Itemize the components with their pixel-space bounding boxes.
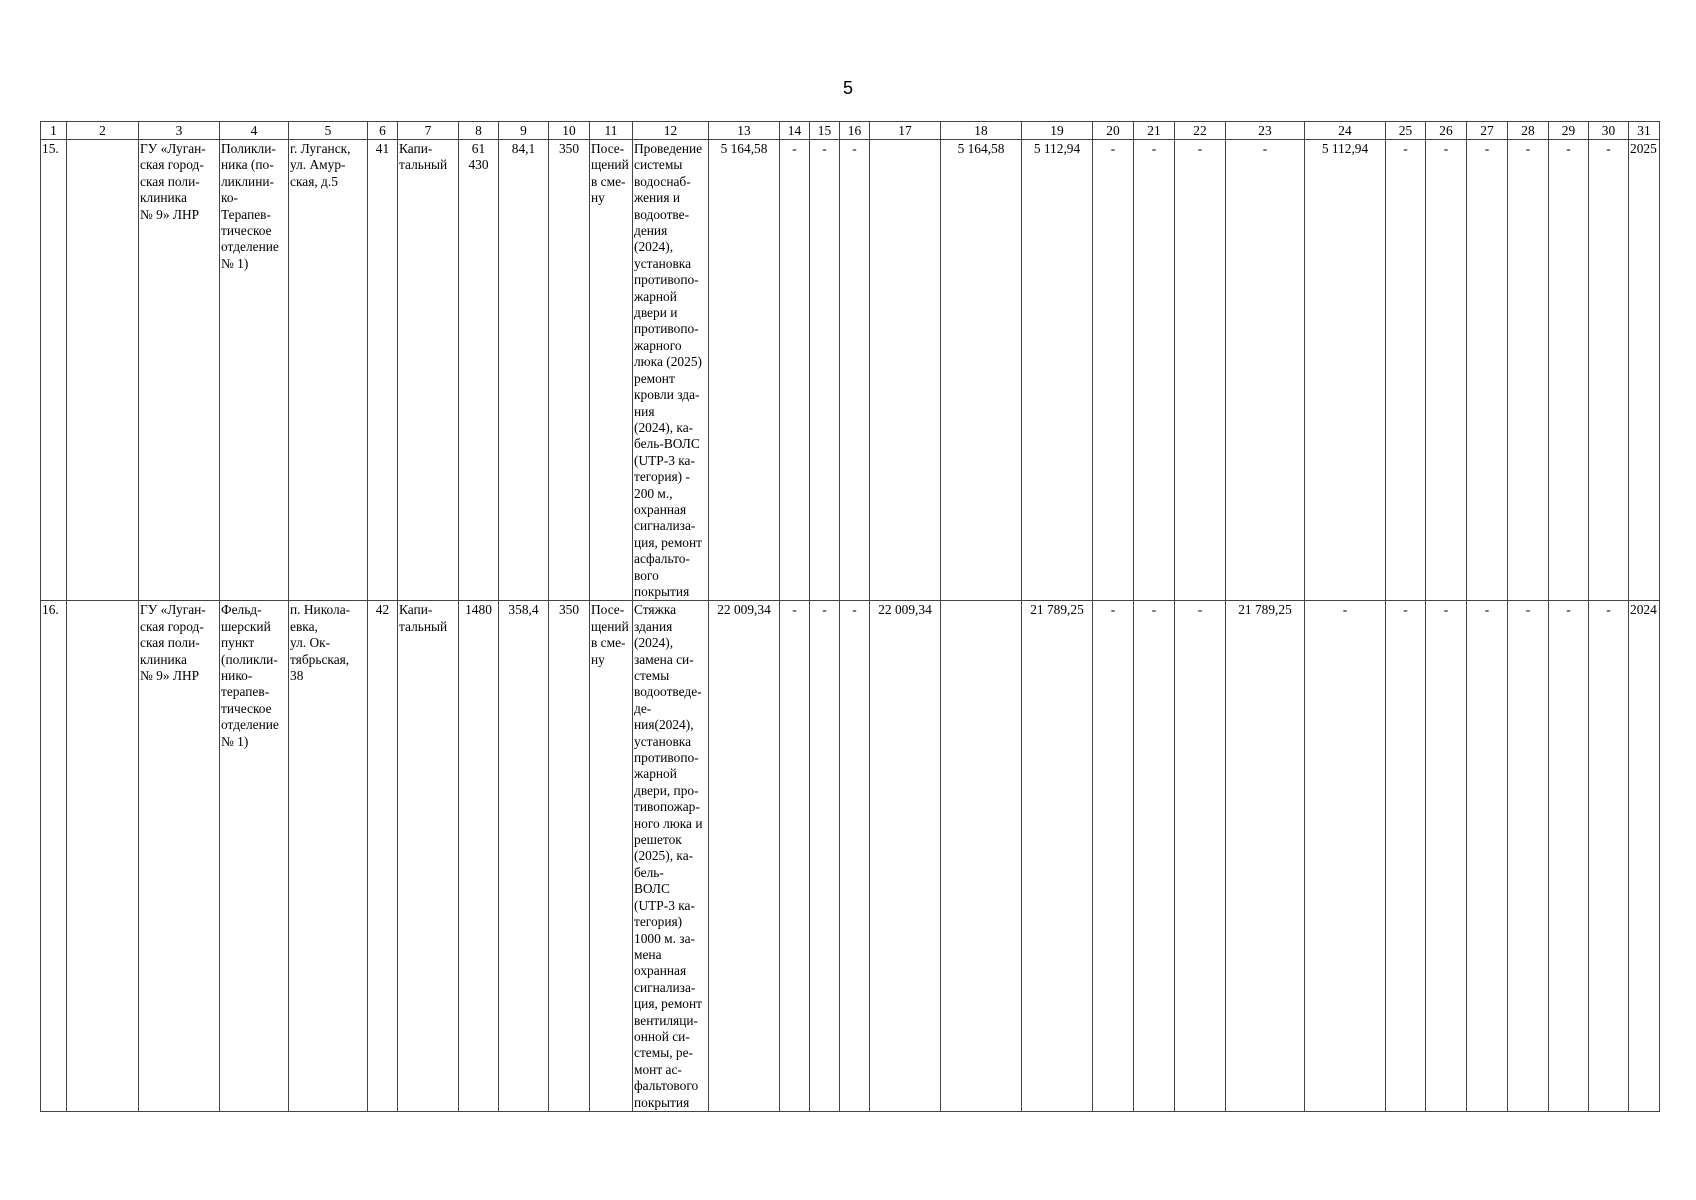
cell-col-12: Стяжка здания (2024), замена си- стемы водоотведе- де- ния(2024), установка противопо- жарной двери, про- тивопожар- ного люка и решеток (2025), ка- бель- ВОЛС (UTP-3 ка- тегория) 1000 м. за- мена охранная сигнализа- ция, ремонт вентиляци- онной си- стемы, ре- монт ас- фальтового покрытия bbox=[633, 601, 709, 1112]
cell-col-11: Посе- щений в сме- ну bbox=[590, 601, 633, 1112]
cell-col-16: - bbox=[840, 601, 870, 1112]
cell-col-7: Капи- тальный bbox=[398, 140, 459, 601]
column-header-5: 5 bbox=[289, 122, 368, 140]
column-header-27: 27 bbox=[1467, 122, 1508, 140]
cell-col-6: 42 bbox=[368, 601, 398, 1112]
column-header-20: 20 bbox=[1093, 122, 1134, 140]
cell-col-6: 41 bbox=[368, 140, 398, 601]
cell-col-21: - bbox=[1134, 601, 1175, 1112]
cell-col-8: 1480 bbox=[459, 601, 499, 1112]
column-header-17: 17 bbox=[870, 122, 941, 140]
cell-col-18 bbox=[941, 601, 1022, 1112]
cell-col-7: Капи- тальный bbox=[398, 601, 459, 1112]
cell-col-5: п. Никола- евка, ул. Ок- тябрьская, 38 bbox=[289, 601, 368, 1112]
cell-col-28: - bbox=[1508, 601, 1549, 1112]
column-header-19: 19 bbox=[1022, 122, 1093, 140]
cell-col-10: 350 bbox=[549, 601, 590, 1112]
column-header-8: 8 bbox=[459, 122, 499, 140]
cell-col-8: 61 430 bbox=[459, 140, 499, 601]
cell-col-17: 22 009,34 bbox=[870, 601, 941, 1112]
column-header-14: 14 bbox=[780, 122, 810, 140]
column-header-24: 24 bbox=[1305, 122, 1386, 140]
cell-col-20: - bbox=[1093, 140, 1134, 601]
cell-col-20: - bbox=[1093, 601, 1134, 1112]
cell-col-14: - bbox=[780, 601, 810, 1112]
table-row bbox=[41, 601, 1660, 1112]
cell-col-30: - bbox=[1589, 601, 1629, 1112]
cell-col-13: 5 164,58 bbox=[709, 140, 780, 601]
cell-col-13: 22 009,34 bbox=[709, 601, 780, 1112]
column-header-11: 11 bbox=[590, 122, 633, 140]
cell-col-12: Проведение системы водоснаб- жения и водоотве- дения (2024), установка противопо- жарной двери и противопо- жарного люка (2025) ремонт кровли зда- ния (2024), ка- бель-ВОЛС (UTP-3 ка- тегория) - 200 м., охранная сигнализа- ция, ремонт асфальто- вого покрытия bbox=[633, 140, 709, 601]
column-header-3: 3 bbox=[139, 122, 220, 140]
cell-col-3: ГУ «Луган- ская город- ская поли- клиника № 9» ЛНР bbox=[139, 601, 220, 1112]
cell-col-21: - bbox=[1134, 140, 1175, 601]
column-header-13: 13 bbox=[709, 122, 780, 140]
column-header-28: 28 bbox=[1508, 122, 1549, 140]
column-header-15: 15 bbox=[810, 122, 840, 140]
cell-col-5: г. Луганск, ул. Амур- ская, д.5 bbox=[289, 140, 368, 601]
cell-col-27: - bbox=[1467, 601, 1508, 1112]
column-header-26: 26 bbox=[1426, 122, 1467, 140]
cell-col-26: - bbox=[1426, 140, 1467, 601]
cell-col-4: Фельд- шерский пункт (поликли- нико- терапев- тическое отделение № 1) bbox=[220, 601, 289, 1112]
cell-col-15: - bbox=[810, 601, 840, 1112]
column-header-31: 31 bbox=[1629, 122, 1660, 140]
cell-col-16: - bbox=[840, 140, 870, 601]
column-header-21: 21 bbox=[1134, 122, 1175, 140]
column-header-23: 23 bbox=[1226, 122, 1305, 140]
cell-col-19: 5 112,94 bbox=[1022, 140, 1093, 601]
column-header-12: 12 bbox=[633, 122, 709, 140]
data-table bbox=[40, 121, 1660, 1112]
column-header-9: 9 bbox=[499, 122, 549, 140]
column-header-22: 22 bbox=[1175, 122, 1226, 140]
cell-col-3: ГУ «Луган- ская город- ская поли- клиника № 9» ЛНР bbox=[139, 140, 220, 601]
cell-col-22: - bbox=[1175, 140, 1226, 601]
cell-col-4: Поликли- ника (по- ликлини- ко- Терапев- тическое отделение № 1) bbox=[220, 140, 289, 601]
column-header-1: 1 bbox=[41, 122, 67, 140]
cell-col-23: 21 789,25 bbox=[1226, 601, 1305, 1112]
cell-col-28: - bbox=[1508, 140, 1549, 601]
cell-col-18: 5 164,58 bbox=[941, 140, 1022, 601]
column-header-10: 10 bbox=[549, 122, 590, 140]
cell-col-22: - bbox=[1175, 601, 1226, 1112]
cell-col-11: Посе- щений в сме- ну bbox=[590, 140, 633, 601]
cell-col-15: - bbox=[810, 140, 840, 601]
cell-col-9: 358,4 bbox=[499, 601, 549, 1112]
cell-col-2 bbox=[67, 601, 139, 1112]
cell-col-31: 2025 bbox=[1629, 140, 1660, 601]
cell-col-14: - bbox=[780, 140, 810, 601]
column-header-29: 29 bbox=[1549, 122, 1589, 140]
column-number-row bbox=[41, 122, 1660, 140]
cell-col-2 bbox=[67, 140, 139, 601]
cell-col-1: 15. bbox=[41, 140, 67, 601]
cell-col-24: 5 112,94 bbox=[1305, 140, 1386, 601]
column-header-16: 16 bbox=[840, 122, 870, 140]
cell-col-25: - bbox=[1386, 140, 1426, 601]
table-row bbox=[41, 140, 1660, 601]
column-header-25: 25 bbox=[1386, 122, 1426, 140]
page-number: 5 bbox=[842, 78, 853, 98]
cell-col-25: - bbox=[1386, 601, 1426, 1112]
cell-col-24: - bbox=[1305, 601, 1386, 1112]
cell-col-27: - bbox=[1467, 140, 1508, 601]
column-header-4: 4 bbox=[220, 122, 289, 140]
cell-col-31: 2024 bbox=[1629, 601, 1660, 1112]
cell-col-10: 350 bbox=[549, 140, 590, 601]
column-header-7: 7 bbox=[398, 122, 459, 140]
cell-col-29: - bbox=[1549, 140, 1589, 601]
cell-col-1: 16. bbox=[41, 601, 67, 1112]
cell-col-29: - bbox=[1549, 601, 1589, 1112]
cell-col-23: - bbox=[1226, 140, 1305, 601]
cell-col-17 bbox=[870, 140, 941, 601]
column-header-2: 2 bbox=[67, 122, 139, 140]
column-header-18: 18 bbox=[941, 122, 1022, 140]
column-header-6: 6 bbox=[368, 122, 398, 140]
column-header-30: 30 bbox=[1589, 122, 1629, 140]
cell-col-26: - bbox=[1426, 601, 1467, 1112]
cell-col-19: 21 789,25 bbox=[1022, 601, 1093, 1112]
cell-col-9: 84,1 bbox=[499, 140, 549, 601]
cell-col-30: - bbox=[1589, 140, 1629, 601]
